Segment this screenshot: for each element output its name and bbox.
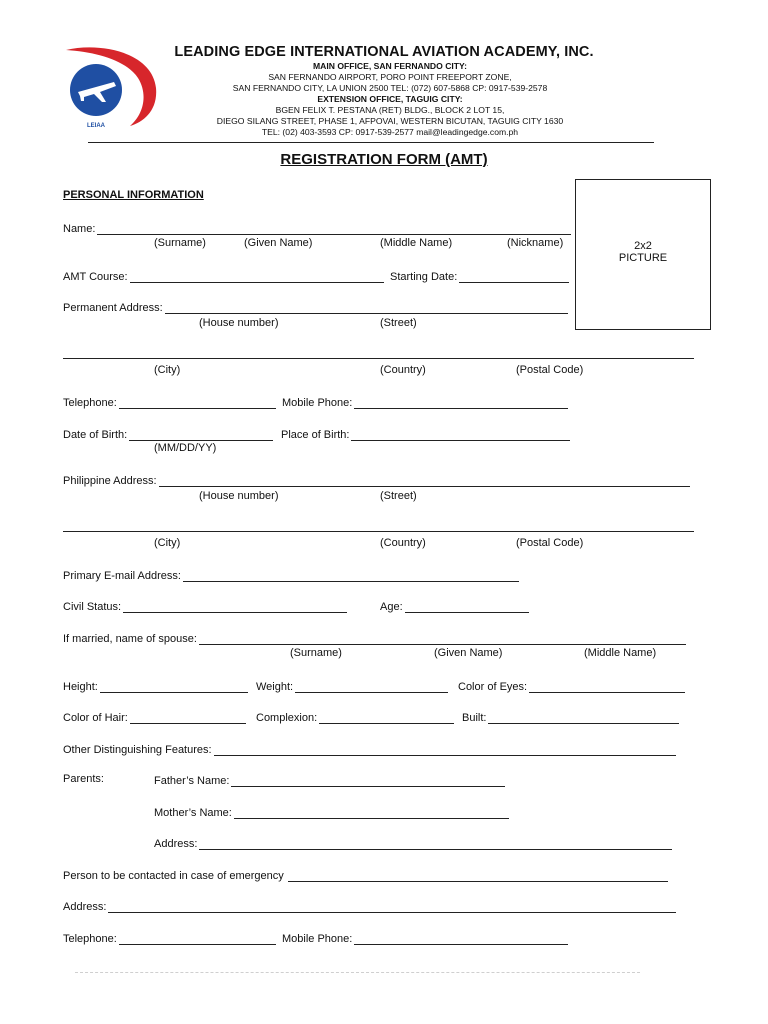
street-caption: (Street)	[380, 317, 417, 329]
complexion-label: Complexion:	[256, 712, 318, 724]
permanent-address-label: Permanent Address:	[63, 302, 163, 314]
date-of-birth-label: Date of Birth:	[63, 429, 128, 441]
built-field[interactable]	[462, 710, 679, 724]
parents-address-label: Address:	[154, 838, 198, 850]
emergency-contact-label: Person to be contacted in case of emergency	[63, 870, 284, 882]
given-name-caption: (Given Name)	[244, 237, 313, 249]
civil-status-field[interactable]	[63, 599, 347, 613]
features-label: Other Distinguishing Features:	[63, 744, 212, 756]
extension-office-label: EXTENSION OFFICE, TAGUIG CITY:	[317, 94, 463, 104]
surname-caption: (Surname)	[154, 237, 206, 249]
philippine-address-field[interactable]	[63, 473, 690, 487]
parents-address-line[interactable]	[199, 839, 672, 850]
country-caption: (Country)	[380, 364, 426, 376]
place-of-birth-field[interactable]	[281, 427, 570, 441]
spouse-field[interactable]	[63, 631, 686, 645]
father-name-label: Father’s Name:	[154, 775, 230, 787]
emergency-telephone-line[interactable]	[119, 934, 276, 945]
hair-color-field[interactable]	[63, 710, 246, 724]
hair-color-label: Color of Hair:	[63, 712, 128, 724]
parents-label: Parents:	[63, 773, 104, 785]
place-of-birth-line[interactable]	[351, 430, 570, 441]
permanent-address-line-2[interactable]	[63, 358, 694, 359]
city-caption: (City)	[154, 364, 181, 376]
emergency-address-field[interactable]	[63, 899, 676, 913]
weight-label: Weight:	[256, 681, 294, 693]
nickname-caption: (Nickname)	[507, 237, 564, 249]
extension-contact: TEL: (02) 403-3593 CP: 0917-539-2577 mail@leadingedge.com.ph	[261, 127, 519, 137]
height-label: Height:	[63, 681, 98, 693]
mobile-phone-field[interactable]	[282, 395, 568, 409]
spouse-surname-caption: (Surname)	[290, 647, 342, 659]
civil-status-line[interactable]	[123, 602, 347, 613]
complexion-line[interactable]	[319, 713, 454, 724]
emergency-mobile-label: Mobile Phone:	[282, 933, 353, 945]
mobile-phone-label: Mobile Phone:	[282, 397, 353, 409]
city-caption-2: (City)	[154, 537, 181, 549]
photo-label: PICTURE	[618, 252, 668, 264]
section-heading: PERSONAL INFORMATION	[63, 189, 204, 201]
country-caption-2: (Country)	[380, 537, 426, 549]
eye-color-label: Color of Eyes:	[458, 681, 528, 693]
philippine-address-label: Philippine Address:	[63, 475, 157, 487]
logo-text: LEIAA	[87, 123, 105, 129]
emergency-telephone-field[interactable]	[63, 931, 276, 945]
mobile-phone-line[interactable]	[354, 398, 568, 409]
amt-course-field[interactable]	[63, 269, 384, 283]
house-number-caption-2: (House number)	[199, 490, 279, 502]
built-line[interactable]	[488, 713, 679, 724]
telephone-line[interactable]	[119, 398, 276, 409]
date-of-birth-line[interactable]	[129, 430, 273, 441]
civil-status-label: Civil Status:	[63, 601, 122, 613]
eye-color-field[interactable]	[458, 679, 685, 693]
spouse-label: If married, name of spouse:	[63, 633, 197, 645]
main-office-address-2: SAN FERNANDO CITY, LA UNION 2500 TEL: (072) 607-5868 CP: 0917-539-2578	[232, 83, 548, 93]
age-field[interactable]	[380, 599, 529, 613]
postal-code-caption: (Postal Code)	[516, 364, 584, 376]
height-field[interactable]	[63, 679, 248, 693]
permanent-address-line[interactable]	[165, 303, 568, 314]
form-title: REGISTRATION FORM (AMT)	[280, 151, 488, 168]
emergency-contact-line[interactable]	[288, 871, 668, 882]
height-line[interactable]	[100, 682, 248, 693]
features-field[interactable]	[63, 742, 676, 756]
father-name-line[interactable]	[231, 776, 505, 787]
emergency-mobile-line[interactable]	[354, 934, 568, 945]
mother-name-line[interactable]	[234, 808, 509, 819]
email-label: Primary E-mail Address:	[63, 570, 181, 582]
starting-date-label: Starting Date:	[390, 271, 458, 283]
amt-course-label: AMT Course:	[63, 271, 128, 283]
school-name: LEADING EDGE INTERNATIONAL AVIATION ACADEMY, INC.	[174, 44, 594, 60]
extension-address-2: DIEGO SILANG STREET, PHASE 1, AFPOVAI, WESTERN BICUTAN, TAGUIG CITY 1630	[216, 116, 564, 126]
philippine-address-line-2[interactable]	[63, 531, 694, 532]
telephone-field[interactable]	[63, 395, 276, 409]
telephone-label: Telephone:	[63, 397, 117, 409]
house-number-caption: (House number)	[199, 317, 279, 329]
email-field[interactable]	[63, 568, 519, 582]
spouse-given-name-caption: (Given Name)	[434, 647, 503, 659]
age-line[interactable]	[405, 602, 529, 613]
mother-name-field[interactable]	[154, 805, 509, 819]
philippine-address-line[interactable]	[159, 476, 690, 487]
eye-color-line[interactable]	[529, 682, 685, 693]
emergency-mobile-field[interactable]	[282, 931, 568, 945]
complexion-field[interactable]	[256, 710, 454, 724]
father-name-field[interactable]	[154, 773, 505, 787]
spouse-middle-name-caption: (Middle Name)	[584, 647, 657, 659]
main-office-address-1: SAN FERNANDO AIRPORT, PORO POINT FREEPORT ZONE,	[268, 72, 512, 82]
emergency-contact-field[interactable]	[63, 868, 668, 882]
starting-date-field[interactable]	[390, 269, 569, 283]
street-caption-2: (Street)	[380, 490, 417, 502]
main-office-label: MAIN OFFICE, SAN FERNANDO CITY:	[312, 61, 468, 71]
name-field[interactable]	[63, 221, 571, 235]
email-line[interactable]	[183, 571, 519, 582]
page-bottom-divider	[75, 972, 640, 973]
mother-name-label: Mother’s Name:	[154, 807, 232, 819]
place-of-birth-label: Place of Birth:	[281, 429, 350, 441]
emergency-address-line[interactable]	[108, 902, 676, 913]
weight-field[interactable]	[256, 679, 448, 693]
middle-name-caption: (Middle Name)	[380, 237, 453, 249]
parents-address-field[interactable]	[154, 836, 672, 850]
spouse-line[interactable]	[199, 634, 686, 645]
date-of-birth-field[interactable]	[63, 427, 273, 441]
starting-date-line[interactable]	[459, 272, 569, 283]
date-format-caption: (MM/DD/YY)	[154, 442, 217, 454]
weight-line[interactable]	[295, 682, 448, 693]
permanent-address-field[interactable]	[63, 300, 568, 314]
emergency-address-label: Address:	[63, 901, 107, 913]
photo-box	[575, 179, 711, 330]
extension-address-1: BGEN FELIX T. PESTANA (RET) BLDG., BLOCK 2 LOT 15,	[275, 105, 505, 115]
emergency-telephone-label: Telephone:	[63, 933, 117, 945]
built-label: Built:	[462, 712, 487, 724]
age-label: Age:	[380, 601, 403, 613]
amt-course-line[interactable]	[130, 272, 384, 283]
header-divider	[88, 142, 654, 143]
postal-code-caption-2: (Postal Code)	[516, 537, 584, 549]
photo-size-label: 2x2	[634, 240, 652, 252]
name-line[interactable]	[97, 224, 571, 235]
hair-color-line[interactable]	[130, 713, 246, 724]
features-line[interactable]	[214, 745, 676, 756]
name-label: Name:	[63, 223, 96, 235]
